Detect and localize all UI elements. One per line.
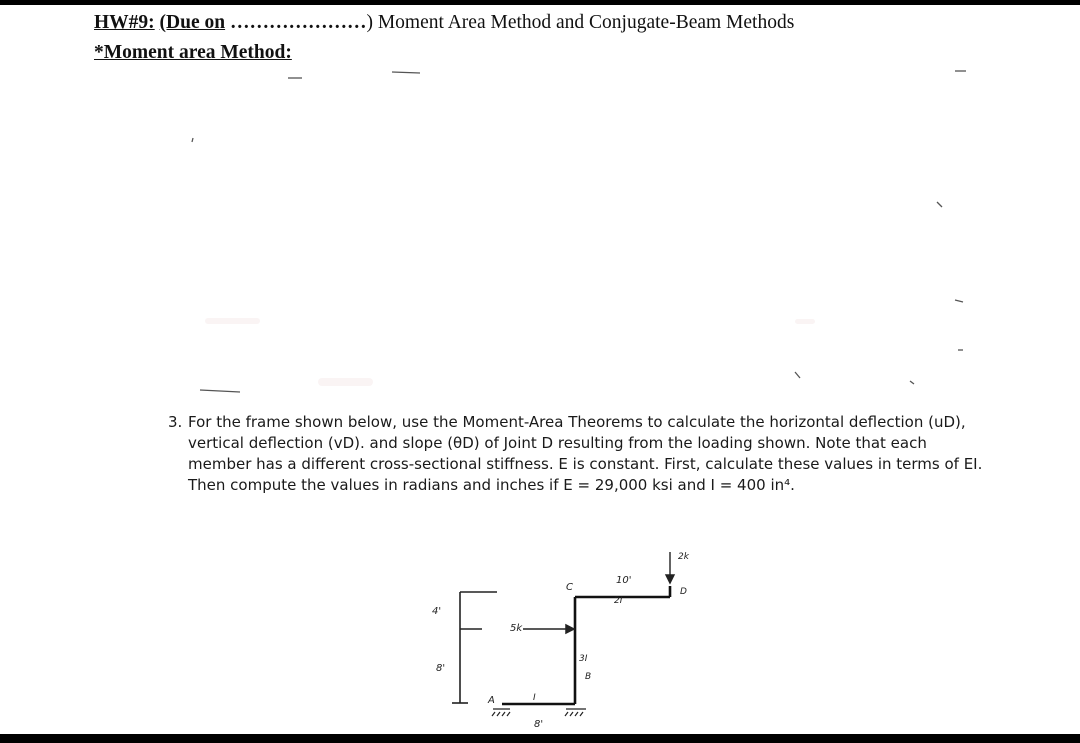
header-title: ) Moment Area Method and Conjugate-Beam Methods (366, 12, 795, 33)
label-dim-8-vertical: 8' (436, 663, 446, 674)
problem-number: 3. (168, 413, 183, 431)
support-A-hatch (492, 712, 510, 716)
due-label: (Due on (159, 12, 226, 33)
arrowhead-2k (666, 575, 674, 583)
label-point-D: D (680, 587, 687, 597)
label-load-5k: 5k (510, 623, 523, 634)
label-point-A: A (488, 695, 495, 706)
problem-statement: For the frame shown below, use the Moment-Area Theorems to calculate the horizontal deflection (uD), vertical deflection (vD). and slope (θD) of Joint D resulting from the loading shown. Note that each member has a different cross-sectional stiffness. E is constant. First, calculate these values in terms of EI. Then compute the values in radians and inches if E = 29,000 ksi and I = 400 in⁴. (188, 413, 983, 494)
bottom-border (0, 734, 1080, 743)
section-label: *Moment area Method: (94, 42, 292, 63)
hw-label: HW#9: (94, 12, 155, 33)
label-stiffness-I: I (533, 693, 536, 703)
arrowhead-5k (566, 625, 574, 633)
label-point-C: C (566, 582, 573, 593)
label-stiffness-3I: 3I (579, 654, 588, 664)
label-stiffness-2I: 2I (614, 596, 623, 606)
label-dim-4: 4' (432, 606, 442, 617)
label-point-B: B (585, 672, 592, 682)
due-date-blank: ………………… (229, 12, 367, 33)
label-dim-10: 10' (616, 575, 632, 586)
support-B-hatch (565, 712, 583, 716)
label-dim-8-horizontal: 8' (534, 719, 544, 730)
label-load-2k: 2k (678, 552, 689, 562)
